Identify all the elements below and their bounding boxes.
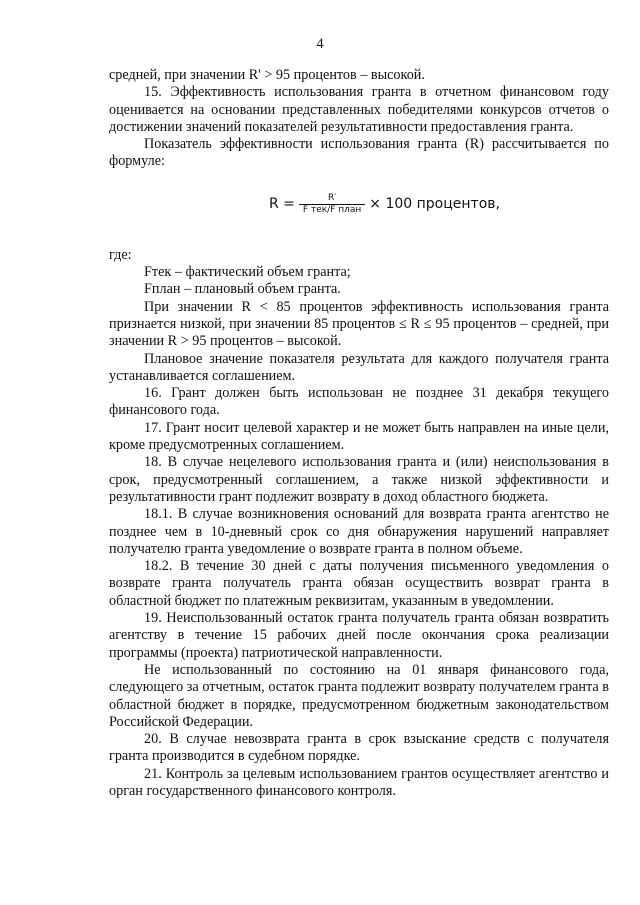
paragraph: 18.2. В течение 30 дней с даты получения письменного уведомления о возврате гранта получатель гранта обязан осуществить возврат гранта в областной бюджет по платежным реквизитам, указанным в уведомлении.	[109, 558, 609, 609]
efficiency-formula	[109, 171, 609, 247]
paragraph: 20. В случае невозврата гранта в срок взыскание средств с получателя гранта производится в судебном порядке.	[109, 731, 609, 765]
paragraph: где:	[109, 246, 132, 263]
paragraph: Fплан – плановый объем гранта.	[144, 281, 341, 298]
paragraph: 16. Грант должен быть использован не позднее 31 декабря текущего финансового года.	[109, 385, 609, 419]
paragraph: 18.1. В случае возникновения оснований для возврата гранта агентство не позднее чем в 10-дневный срок со дня обнаружения нарушений направляет получателю гранта уведомление о возврате гранта в полном объеме.	[109, 506, 609, 557]
paragraph: 15. Эффективность использования гранта в отчетном финансовом году оценивается на основании представленных победителями конкурсов отчетов о достижении значений показателей результативности предоставления гранта.	[109, 84, 609, 135]
paragraph: средней, при значении R' > 95 процентов – высокой.	[109, 67, 425, 83]
formula-denominator: F тек/F план	[302, 204, 362, 215]
paragraph: Fтек – фактический объем гранта;	[144, 264, 351, 281]
document-body	[109, 67, 609, 800]
formula-numerator: R′	[327, 192, 337, 203]
paragraph: 17. Грант носит целевой характер и не может быть направлен на иные цели, кроме предусмотренных соглашением.	[109, 419, 609, 454]
paragraph: Плановое значение показателя результата для каждого получателя гранта устанавливается соглашением.	[109, 350, 609, 384]
paragraph: 21. Контроль за целевым использованием грантов осуществляет агентство и орган государственного финансового контроля.	[109, 765, 609, 799]
formula-lhs: R =	[269, 195, 295, 212]
page-number: 4	[316, 36, 324, 52]
paragraph: При значении R < 85 процентов эффективность использования гранта признается низкой, при значении 85 процентов ≤ R ≤ 95 процентов – средней, при значении R > 95 процентов – высокой.	[109, 298, 609, 350]
paragraph: Показатель эффективности использования гранта (R) рассчитывается по формуле:	[109, 136, 609, 170]
formula-rhs: × 100 процентов,	[369, 195, 500, 212]
paragraph: 18. В случае нецелевого использования гранта и (или) неиспользования в срок, предусмотренный соглашением, а также низкой эффективности и результативности грант подлежит возврату в доход областного бюджета.	[109, 454, 609, 505]
formula-fraction	[299, 193, 365, 216]
paragraph: 19. Неиспользованный остаток гранта получатель гранта обязан возвратить агентству в течение 15 рабочих дней после окончания срока реализации программы (проекта) патриотической направленности.	[109, 610, 609, 661]
paragraph: Не использованный по состоянию на 01 января финансового года, следующего за отчетным, остаток гранта подлежит возврату получателем гранта в областной бюджет в порядке, предусмотренном бюджетным законодательством Российской Федерации.	[109, 661, 609, 730]
